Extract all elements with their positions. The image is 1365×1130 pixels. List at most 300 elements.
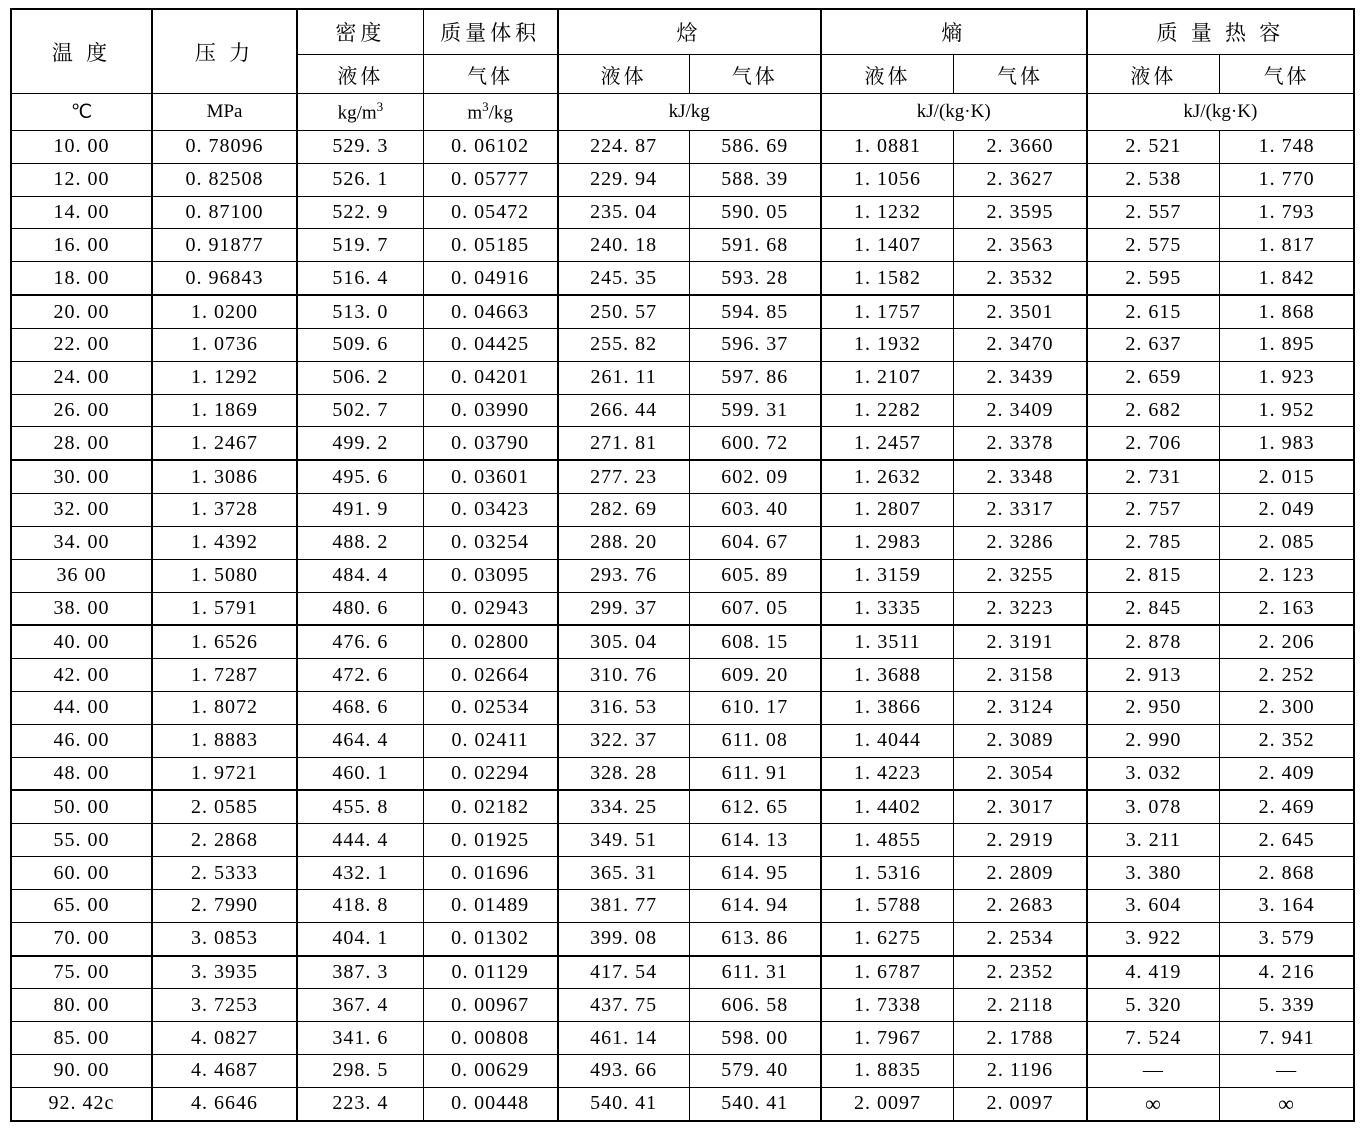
table-cell: 2. 3348	[954, 460, 1087, 493]
unit-density-exp: 3	[376, 99, 384, 115]
table-cell: 299. 37	[558, 592, 690, 625]
table-cell: 1. 1232	[821, 196, 954, 229]
table-cell: 1. 9721	[152, 757, 297, 790]
table-cell: 0. 87100	[152, 196, 297, 229]
table-cell: 1. 3159	[821, 559, 954, 592]
table-cell: 588. 39	[689, 163, 821, 196]
table-cell: 2. 206	[1220, 625, 1354, 658]
table-cell: 4. 419	[1087, 956, 1220, 989]
table-cell: 526. 1	[297, 163, 423, 196]
table-cell: 90. 00	[11, 1055, 152, 1088]
table-cell: 40. 00	[11, 625, 152, 658]
table-cell: 322. 37	[558, 724, 690, 757]
header-density: 密度	[297, 9, 423, 55]
table-cell: 2. 252	[1220, 659, 1354, 692]
table-cell: 0. 78096	[152, 131, 297, 164]
table-cell: 596. 37	[689, 328, 821, 361]
table-cell: 2. 3378	[954, 427, 1087, 460]
table-cell: 46. 00	[11, 724, 152, 757]
table-cell: 605. 89	[689, 559, 821, 592]
table-row	[11, 625, 1354, 658]
table-cell: 1. 3511	[821, 625, 954, 658]
header-enthalpy: 焓	[558, 9, 821, 55]
table-cell: 1. 1869	[152, 394, 297, 427]
table-cell: 0. 02294	[423, 757, 557, 790]
table-cell: 2. 637	[1087, 328, 1220, 361]
table-cell: —	[1220, 1055, 1354, 1088]
table-cell: 493. 66	[558, 1055, 690, 1088]
table-cell: 0. 03423	[423, 494, 557, 527]
table-row	[11, 956, 1354, 989]
table-cell: 365. 31	[558, 857, 690, 890]
table-cell: 2. 2534	[954, 922, 1087, 955]
table-cell: 614. 94	[689, 889, 821, 922]
table-cell: 2. 913	[1087, 659, 1220, 692]
table-cell: 261. 11	[558, 361, 690, 394]
table-cell: 1. 5788	[821, 889, 954, 922]
table-cell: 2. 7990	[152, 889, 297, 922]
table-cell: 36 00	[11, 559, 152, 592]
table-cell: 0. 00967	[423, 989, 557, 1022]
table-cell: 2. 163	[1220, 592, 1354, 625]
table-cell: 1. 923	[1220, 361, 1354, 394]
table-cell: 12. 00	[11, 163, 152, 196]
table-cell: 1. 2632	[821, 460, 954, 493]
table-cell: 3. 0853	[152, 922, 297, 955]
table-cell: 2. 2118	[954, 989, 1087, 1022]
table-cell: 298. 5	[297, 1055, 423, 1088]
table-cell: 602. 09	[689, 460, 821, 493]
unit-pressure: MPa	[152, 94, 297, 131]
table-cell: 2. 3409	[954, 394, 1087, 427]
table-cell: 2. 557	[1087, 196, 1220, 229]
table-cell: 1. 952	[1220, 394, 1354, 427]
table-cell: 604. 67	[689, 526, 821, 559]
table-cell: 0. 00808	[423, 1022, 557, 1055]
table-cell: 417. 54	[558, 956, 690, 989]
table-cell: 404. 1	[297, 922, 423, 955]
table-cell: 3. 211	[1087, 824, 1220, 857]
table-cell: 2. 3017	[954, 790, 1087, 823]
table-cell: 1. 2983	[821, 526, 954, 559]
table-cell: 506. 2	[297, 361, 423, 394]
table-cell: 24. 00	[11, 361, 152, 394]
table-cell: 2. 659	[1087, 361, 1220, 394]
table-cell: 1. 1582	[821, 262, 954, 295]
table-cell: 437. 75	[558, 989, 690, 1022]
table-cell: 2. 575	[1087, 229, 1220, 262]
unit-density	[297, 94, 423, 131]
table-cell: 387. 3	[297, 956, 423, 989]
table-cell: 593. 28	[689, 262, 821, 295]
table-cell: 334. 25	[558, 790, 690, 823]
table-cell: 472. 6	[297, 659, 423, 692]
table-cell: 4. 216	[1220, 956, 1354, 989]
table-cell: 2. 3595	[954, 196, 1087, 229]
table-cell: 310. 76	[558, 659, 690, 692]
table-cell: 1. 5316	[821, 857, 954, 890]
table-cell: 3. 380	[1087, 857, 1220, 890]
table-cell: 1. 1407	[821, 229, 954, 262]
table-cell: 2. 615	[1087, 295, 1220, 328]
table-cell: 2. 3532	[954, 262, 1087, 295]
header-density-liquid: 液体	[297, 55, 423, 94]
table-cell: 1. 5080	[152, 559, 297, 592]
table-cell: 224. 87	[558, 131, 690, 164]
table-row	[11, 1087, 1354, 1121]
table-cell: 75. 00	[11, 956, 152, 989]
unit-heat-capacity: kJ/(kg·K)	[1087, 94, 1354, 131]
table-cell: 1. 6275	[821, 922, 954, 955]
table-cell: 1. 8835	[821, 1055, 954, 1088]
table-cell: 460. 1	[297, 757, 423, 790]
table-cell: 2. 815	[1087, 559, 1220, 592]
table-cell: 0. 04916	[423, 262, 557, 295]
table-cell: 2. 0585	[152, 790, 297, 823]
table-cell: 2. 015	[1220, 460, 1354, 493]
table-cell: 1. 2457	[821, 427, 954, 460]
table-cell: 0. 02800	[423, 625, 557, 658]
table-cell: 1. 1292	[152, 361, 297, 394]
table-cell: 80. 00	[11, 989, 152, 1022]
table-cell: 0. 96843	[152, 262, 297, 295]
table-cell: 4. 0827	[152, 1022, 297, 1055]
table-cell: 2. 2809	[954, 857, 1087, 890]
table-cell: 491. 9	[297, 494, 423, 527]
table-cell: 540. 41	[558, 1087, 690, 1121]
table-cell: 42. 00	[11, 659, 152, 692]
table-cell: 1. 4402	[821, 790, 954, 823]
table-cell: 26. 00	[11, 394, 152, 427]
table-row	[11, 427, 1354, 460]
table-cell: 1. 895	[1220, 328, 1354, 361]
header-enthalpy-liquid: 液体	[558, 55, 690, 94]
table-row	[11, 1055, 1354, 1088]
unit-density-base: kg/m	[337, 102, 377, 124]
table-cell: 519. 7	[297, 229, 423, 262]
unit-entropy: kJ/(kg·K)	[821, 94, 1087, 131]
table-cell: 271. 81	[558, 427, 690, 460]
table-cell: 65. 00	[11, 889, 152, 922]
table-cell: 28. 00	[11, 427, 152, 460]
table-cell: 20. 00	[11, 295, 152, 328]
table-cell: 597. 86	[689, 361, 821, 394]
table-cell: 0. 04425	[423, 328, 557, 361]
table-cell: 14. 00	[11, 196, 152, 229]
table-row	[11, 790, 1354, 823]
table-cell: 418. 8	[297, 889, 423, 922]
table-cell: 10. 00	[11, 131, 152, 164]
table-cell: 5. 339	[1220, 989, 1354, 1022]
unit-specvol-base: m	[467, 102, 483, 124]
table-cell: 18. 00	[11, 262, 152, 295]
table-cell: 0. 06102	[423, 131, 557, 164]
table-cell: 316. 53	[558, 692, 690, 725]
table-header	[11, 9, 1354, 131]
table-cell: 1. 4044	[821, 724, 954, 757]
table-cell: 282. 69	[558, 494, 690, 527]
table-cell: 0. 03254	[423, 526, 557, 559]
table-cell: 2. 2352	[954, 956, 1087, 989]
table-cell: 30. 00	[11, 460, 152, 493]
table-cell: 2. 645	[1220, 824, 1354, 857]
table-cell: ∞	[1220, 1087, 1354, 1121]
table-row	[11, 229, 1354, 262]
table-cell: 0. 02664	[423, 659, 557, 692]
table-cell: 2. 049	[1220, 494, 1354, 527]
table-cell: 0. 04201	[423, 361, 557, 394]
table-cell: 2. 731	[1087, 460, 1220, 493]
table-cell: 1. 0881	[821, 131, 954, 164]
table-cell: 2. 878	[1087, 625, 1220, 658]
table-cell: 44. 00	[11, 692, 152, 725]
table-cell: 2. 123	[1220, 559, 1354, 592]
table-cell: 586. 69	[689, 131, 821, 164]
table-cell: 461. 14	[558, 1022, 690, 1055]
table-cell: 2. 3501	[954, 295, 1087, 328]
table-cell: 381. 77	[558, 889, 690, 922]
table-cell: 2. 3470	[954, 328, 1087, 361]
table-cell: 0. 00629	[423, 1055, 557, 1088]
table-cell: ∞	[1087, 1087, 1220, 1121]
table-cell: 1. 748	[1220, 131, 1354, 164]
table-cell: 3. 3935	[152, 956, 297, 989]
table-cell: 2. 1788	[954, 1022, 1087, 1055]
table-cell: 480. 6	[297, 592, 423, 625]
table-cell: 2. 785	[1087, 526, 1220, 559]
table-cell: 2. 3124	[954, 692, 1087, 725]
header-temperature: 温 度	[11, 9, 152, 94]
table-cell: 2. 409	[1220, 757, 1354, 790]
table-cell: 3. 579	[1220, 922, 1354, 955]
unit-specvol-den: /kg	[488, 102, 513, 124]
table-cell: 455. 8	[297, 790, 423, 823]
table-row	[11, 889, 1354, 922]
table-cell: 611. 08	[689, 724, 821, 757]
table-cell: 484. 4	[297, 559, 423, 592]
table-cell: 2. 845	[1087, 592, 1220, 625]
table-row	[11, 526, 1354, 559]
table-row	[11, 328, 1354, 361]
table-cell: 529. 3	[297, 131, 423, 164]
table-cell: 1. 5791	[152, 592, 297, 625]
table-cell: 2. 538	[1087, 163, 1220, 196]
table-cell: 1. 983	[1220, 427, 1354, 460]
table-cell: 2. 3660	[954, 131, 1087, 164]
unit-specvol-exp: 3	[482, 99, 489, 115]
table-cell: 1. 842	[1220, 262, 1354, 295]
table-cell: 2. 2919	[954, 824, 1087, 857]
table-cell: 579. 40	[689, 1055, 821, 1088]
table-row	[11, 692, 1354, 725]
header-specific-volume: 质量体积	[423, 9, 557, 55]
table-cell: 2. 3439	[954, 361, 1087, 394]
table-cell: 612. 65	[689, 790, 821, 823]
table-cell: 0. 03990	[423, 394, 557, 427]
table-cell: 0. 03601	[423, 460, 557, 493]
table-cell: 2. 300	[1220, 692, 1354, 725]
table-cell: 2. 682	[1087, 394, 1220, 427]
table-cell: 499. 2	[297, 427, 423, 460]
table-cell: 502. 7	[297, 394, 423, 427]
table-cell: 3. 032	[1087, 757, 1220, 790]
table-cell: 2. 3627	[954, 163, 1087, 196]
table-cell: 610. 17	[689, 692, 821, 725]
table-cell: 0. 01925	[423, 824, 557, 857]
table-cell: 38. 00	[11, 592, 152, 625]
table-cell: 3. 078	[1087, 790, 1220, 823]
table-cell: 3. 604	[1087, 889, 1220, 922]
table-cell: 3. 7253	[152, 989, 297, 1022]
table-cell: 85. 00	[11, 1022, 152, 1055]
table-cell: 1. 7967	[821, 1022, 954, 1055]
table-cell: 2. 595	[1087, 262, 1220, 295]
thermodynamic-property-table	[10, 8, 1355, 1122]
table-cell: 60. 00	[11, 857, 152, 890]
table-cell: 2. 2683	[954, 889, 1087, 922]
table-cell: 245. 35	[558, 262, 690, 295]
table-cell: 509. 6	[297, 328, 423, 361]
table-cell: 611. 31	[689, 956, 821, 989]
table-cell: 2. 1196	[954, 1055, 1087, 1088]
table-cell: 0. 01489	[423, 889, 557, 922]
table-cell: 2. 3563	[954, 229, 1087, 262]
table-cell: 341. 6	[297, 1022, 423, 1055]
table-cell: 2. 2868	[152, 824, 297, 857]
table-cell: 1. 2107	[821, 361, 954, 394]
table-cell: 1. 3728	[152, 494, 297, 527]
table-cell: 1. 2467	[152, 427, 297, 460]
table-cell: 2. 352	[1220, 724, 1354, 757]
table-cell: 32. 00	[11, 494, 152, 527]
table-cell: 2. 0097	[821, 1087, 954, 1121]
table-cell: 48. 00	[11, 757, 152, 790]
table-cell: —	[1087, 1055, 1220, 1088]
table-cell: 2. 5333	[152, 857, 297, 890]
table-row	[11, 989, 1354, 1022]
table-cell: 476. 6	[297, 625, 423, 658]
table-cell: 349. 51	[558, 824, 690, 857]
table-cell: 16. 00	[11, 229, 152, 262]
table-cell: 50. 00	[11, 790, 152, 823]
table-cell: 0. 01696	[423, 857, 557, 890]
table-cell: 0. 04663	[423, 295, 557, 328]
table-body	[11, 131, 1354, 1122]
table-cell: 522. 9	[297, 196, 423, 229]
table-cell: 250. 57	[558, 295, 690, 328]
table-cell: 611. 91	[689, 757, 821, 790]
table-cell: 1. 868	[1220, 295, 1354, 328]
table-cell: 0. 03790	[423, 427, 557, 460]
table-row	[11, 592, 1354, 625]
table-cell: 0. 05777	[423, 163, 557, 196]
table-cell: 0. 91877	[152, 229, 297, 262]
table-cell: 7. 941	[1220, 1022, 1354, 1055]
table-cell: 2. 3158	[954, 659, 1087, 692]
table-cell: 0. 03095	[423, 559, 557, 592]
table-row	[11, 824, 1354, 857]
table-cell: 92. 42c	[11, 1087, 152, 1121]
table-cell: 2. 3286	[954, 526, 1087, 559]
table-cell: 2. 706	[1087, 427, 1220, 460]
header-row-groups	[11, 9, 1354, 55]
table-cell: 0. 02182	[423, 790, 557, 823]
table-cell: 288. 20	[558, 526, 690, 559]
table-cell: 613. 86	[689, 922, 821, 955]
table-cell: 1. 6787	[821, 956, 954, 989]
table-row	[11, 922, 1354, 955]
table-cell: 1. 770	[1220, 163, 1354, 196]
table-cell: 1. 2282	[821, 394, 954, 427]
table-cell: 607. 05	[689, 592, 821, 625]
table-cell: 0. 01302	[423, 922, 557, 955]
table-row	[11, 361, 1354, 394]
table-cell: 3. 922	[1087, 922, 1220, 955]
table-cell: 513. 0	[297, 295, 423, 328]
table-row	[11, 131, 1354, 164]
table-row	[11, 857, 1354, 890]
table-cell: 1. 2807	[821, 494, 954, 527]
table-cell: 1. 1757	[821, 295, 954, 328]
table-row	[11, 757, 1354, 790]
table-cell: 328. 28	[558, 757, 690, 790]
table-cell: 599. 31	[689, 394, 821, 427]
table-row	[11, 559, 1354, 592]
table-cell: 5. 320	[1087, 989, 1220, 1022]
table-row	[11, 659, 1354, 692]
table-cell: 2. 521	[1087, 131, 1220, 164]
table-cell: 1. 6526	[152, 625, 297, 658]
table-cell: 1. 7287	[152, 659, 297, 692]
table-cell: 4. 6646	[152, 1087, 297, 1121]
table-cell: 2. 469	[1220, 790, 1354, 823]
table-cell: 0. 02943	[423, 592, 557, 625]
table-row	[11, 1022, 1354, 1055]
unit-enthalpy: kJ/kg	[558, 94, 821, 131]
table-cell: 591. 68	[689, 229, 821, 262]
table-cell: 2. 3054	[954, 757, 1087, 790]
table-cell: 223. 4	[297, 1087, 423, 1121]
table-cell: 444. 4	[297, 824, 423, 857]
table-cell: 2. 3255	[954, 559, 1087, 592]
table-cell: 0. 00448	[423, 1087, 557, 1121]
table-cell: 594. 85	[689, 295, 821, 328]
table-row	[11, 295, 1354, 328]
table-cell: 1. 3086	[152, 460, 297, 493]
table-cell: 609. 20	[689, 659, 821, 692]
table-cell: 399. 08	[558, 922, 690, 955]
table-cell: 1. 4223	[821, 757, 954, 790]
unit-specific-volume	[423, 94, 557, 131]
table-row	[11, 196, 1354, 229]
table-cell: 367. 4	[297, 989, 423, 1022]
table-cell: 1. 1056	[821, 163, 954, 196]
table-row	[11, 494, 1354, 527]
table-cell: 0. 82508	[152, 163, 297, 196]
table-cell: 0. 01129	[423, 956, 557, 989]
table-cell: 240. 18	[558, 229, 690, 262]
table-cell: 1. 1932	[821, 328, 954, 361]
table-cell: 614. 95	[689, 857, 821, 890]
table-cell: 2. 3191	[954, 625, 1087, 658]
header-entropy: 熵	[821, 9, 1087, 55]
table-cell: 495. 6	[297, 460, 423, 493]
header-entropy-liquid: 液体	[821, 55, 954, 94]
table-cell: 255. 82	[558, 328, 690, 361]
table-cell: 7. 524	[1087, 1022, 1220, 1055]
table-cell: 1. 3866	[821, 692, 954, 725]
table-cell: 55. 00	[11, 824, 152, 857]
